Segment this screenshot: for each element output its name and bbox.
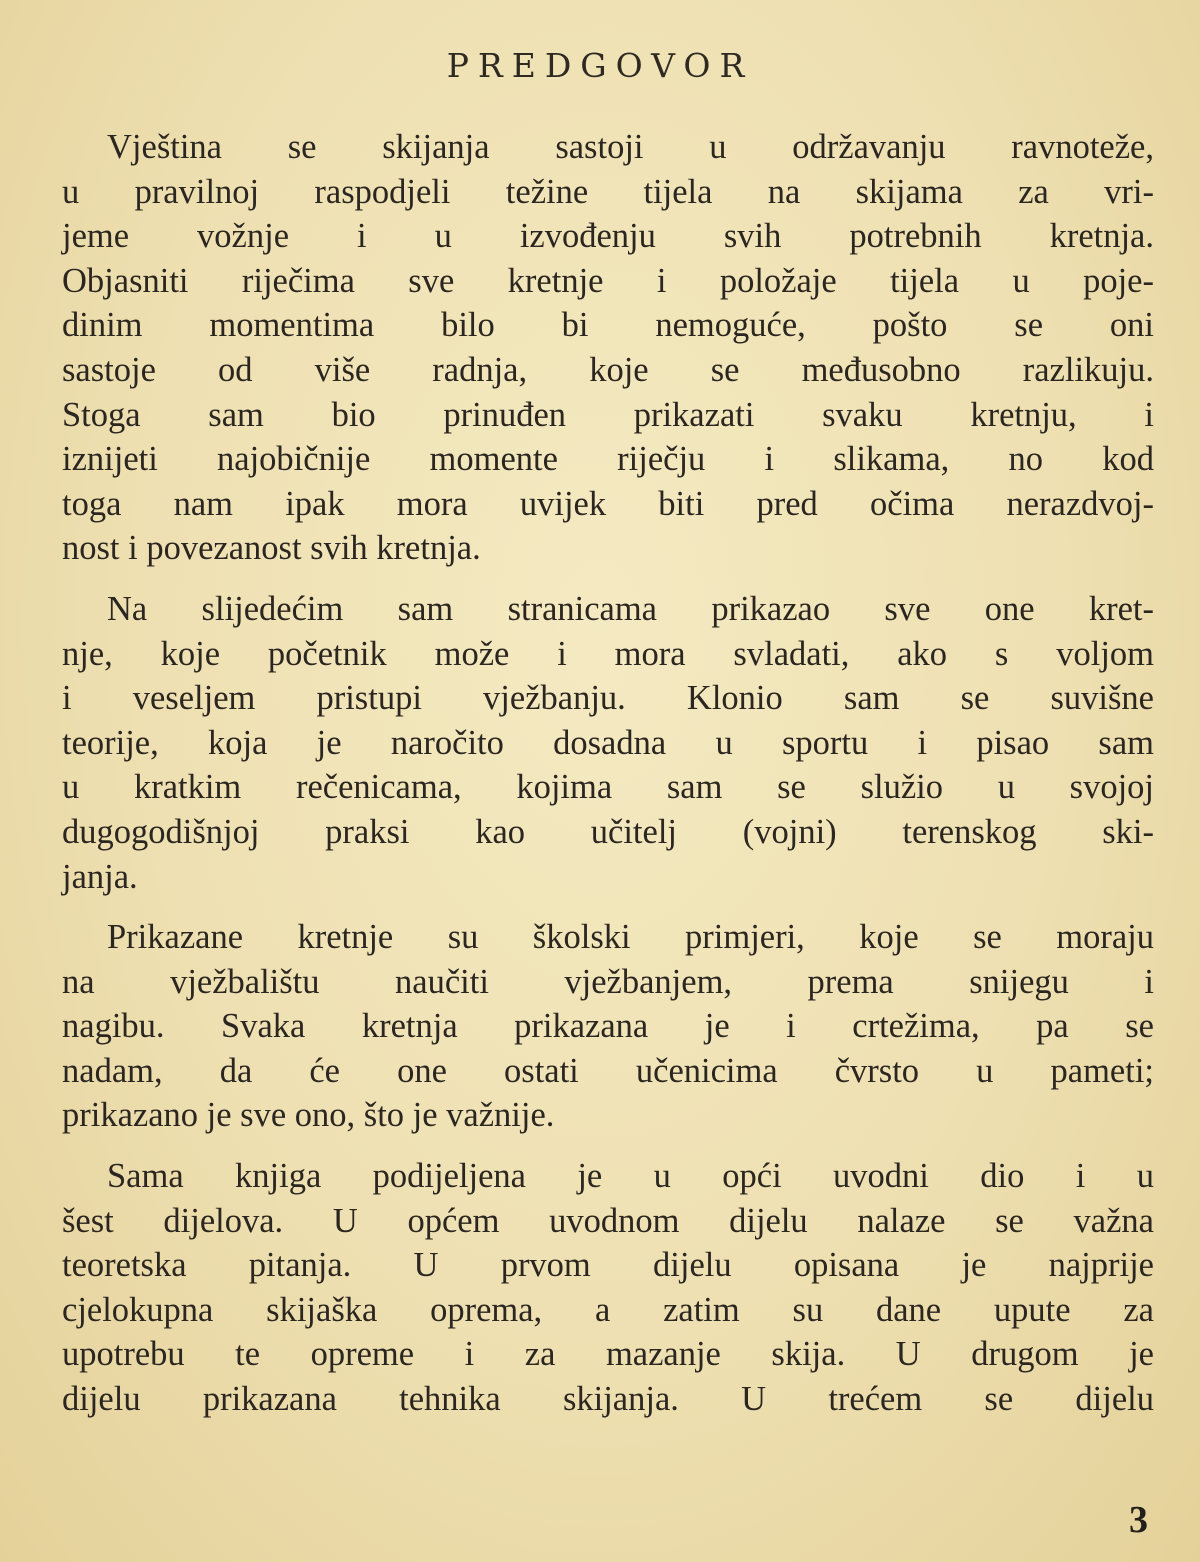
text-line: prikazano je sve ono, što je važnije. <box>62 1096 555 1135</box>
text-line: sastoje od više radnja, koje se međusobno razlikuju. <box>62 350 1154 389</box>
text-line: teorije, koja je naročito dosadna u sportu i pisao sam <box>62 723 1154 762</box>
text-line: nadam, da će one ostati učenicima čvrsto u pameti; <box>62 1051 1154 1090</box>
text-line: na vježbalištu naučiti vježbanjem, prema snijegu i <box>62 962 1154 1001</box>
text-line: Objasniti riječima sve kretnje i položaje tijela u poje- <box>62 261 1154 300</box>
text-line: nost i povezanost svih kretnja. <box>62 529 481 568</box>
text-line: dinim momentima bilo bi nemoguće, pošto se oni <box>62 306 1154 345</box>
text-line: toga nam ipak mora uvijek biti pred očima nerazdvoj- <box>62 484 1154 523</box>
text-line: šest dijelova. U općem uvodnom dijelu nalaze se važna <box>62 1201 1154 1240</box>
page-number: 3 <box>1129 1499 1148 1541</box>
paragraph-1 <box>62 125 1154 571</box>
body-text <box>62 125 1154 1438</box>
paragraph-3 <box>62 915 1154 1138</box>
text-line: jeme vožnje i u izvođenju svih potrebnih kretnja. <box>62 217 1154 256</box>
text-line: u pravilnoj raspodjeli težine tijela na skijama za vri- <box>62 172 1154 211</box>
text-line: cjelokupna skijaška oprema, a zatim su dane upute za <box>62 1290 1154 1329</box>
text-line: iznijeti najobičnije momente riječju i slikama, no kod <box>62 440 1154 479</box>
text-line: nje, koje početnik može i mora svladati, ako s voljom <box>62 634 1154 673</box>
text-line: Vještina se skijanja sastoji u održavanju ravnoteže, <box>107 128 1154 166</box>
text-line: dugogodišnjoj praksi kao učitelj (vojni) terenskog ski- <box>62 812 1154 851</box>
text-line: Prikazane kretnje su školski primjeri, koje se moraju <box>107 918 1154 957</box>
text-line: dijelu prikazana tehnika skijanja. U trećem se dijelu <box>62 1380 1154 1419</box>
paragraph-2 <box>62 587 1154 899</box>
text-line: nagibu. Svaka kretnja prikazana je i crtežima, pa se <box>62 1007 1154 1046</box>
page-title: PREDGOVOR <box>446 46 754 85</box>
text-line: u kratkim rečenicama, kojima sam se služio u svojoj <box>62 768 1154 807</box>
text-line: janja. <box>62 857 138 896</box>
text-line: upotrebu te opreme i za mazanje skija. U drugom je <box>62 1335 1154 1374</box>
text-line: Na slijedećim sam stranicama prikazao sve one kret- <box>107 589 1154 628</box>
paragraph-4 <box>62 1154 1154 1422</box>
text-line: Sama knjiga podijeljena je u opći uvodni dio i u <box>107 1157 1154 1196</box>
text-line: Stoga sam bio prinuđen prikazati svaku kretnju, i <box>62 395 1154 434</box>
text-line: teoretska pitanja. U prvom dijelu opisana je najprije <box>62 1246 1154 1285</box>
text-line: i veseljem pristupi vježbanju. Klonio sam se suvišne <box>62 679 1154 718</box>
